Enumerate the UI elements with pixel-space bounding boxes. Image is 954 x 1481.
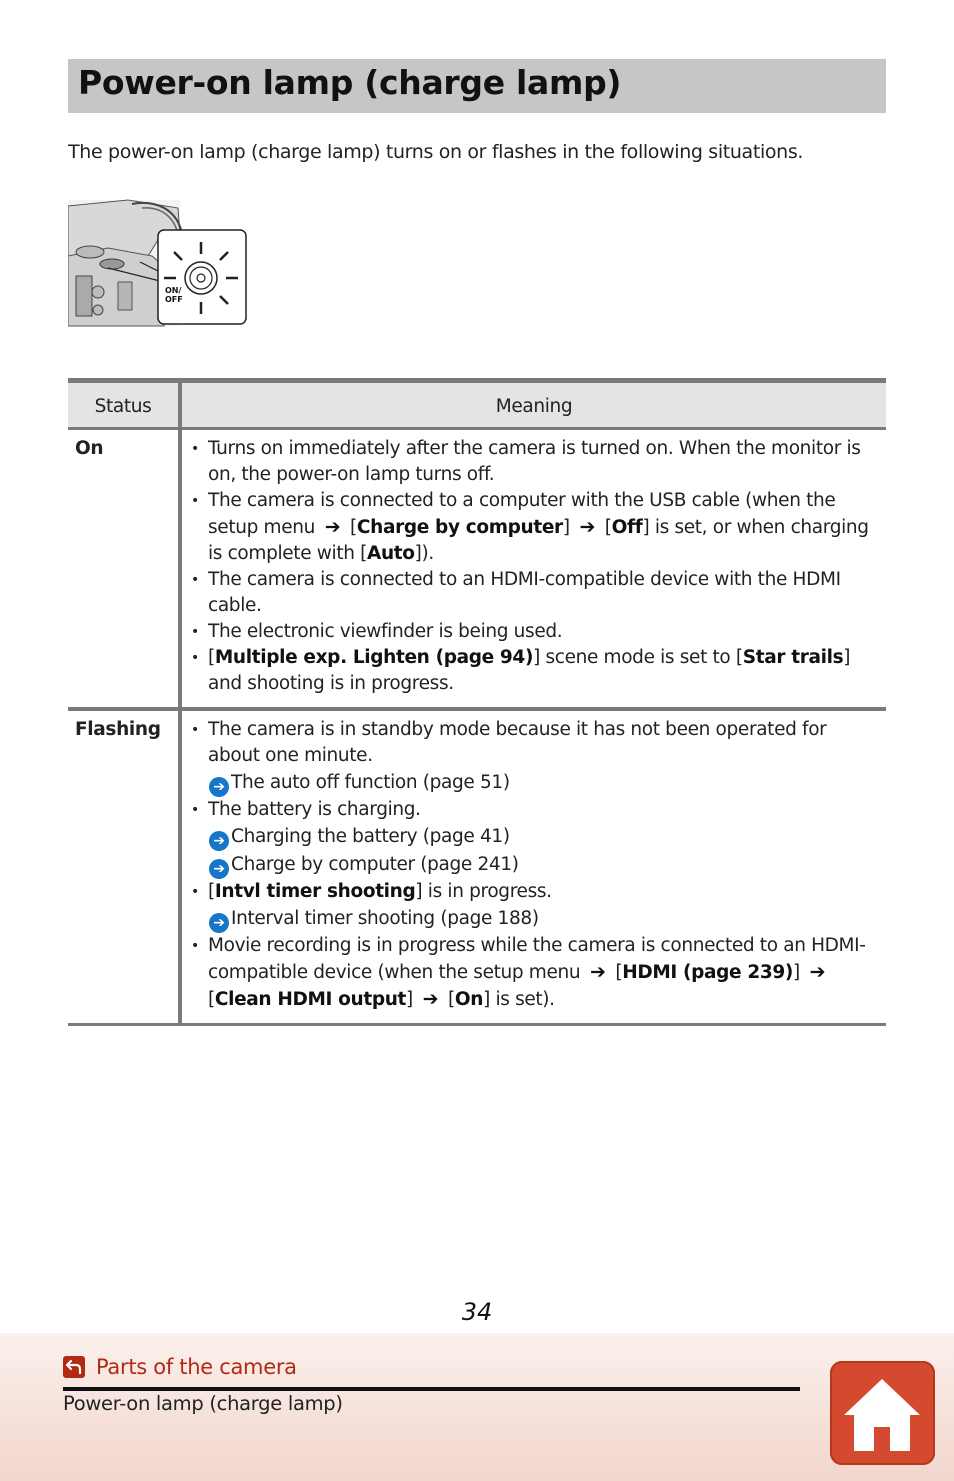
back-icon xyxy=(63,1356,85,1378)
xref-text[interactable]: Charging the battery (page 41) xyxy=(231,826,510,847)
menu-item-name: Charge by computer xyxy=(356,517,563,538)
bullet-text: The camera is connected to an HDMI-compatible device with the HDMI cable. xyxy=(208,569,841,616)
status-flashing: Flashing xyxy=(68,709,180,1025)
lamp-status-table xyxy=(68,378,886,1026)
list-item xyxy=(190,619,878,645)
list-item xyxy=(190,933,878,1013)
link-multiple-exp-lighten[interactable]: Multiple exp. Lighten (page 94) xyxy=(214,647,534,668)
xref-link-charge-by-computer[interactable] xyxy=(208,852,878,879)
xref-text[interactable]: Charge by computer (page 241) xyxy=(231,854,519,875)
menu-item-name: Auto xyxy=(367,543,415,564)
menu-item-name: Clean HDMI output xyxy=(214,989,407,1010)
page-title-bar xyxy=(68,59,886,113)
arrow-right-icon: ➔ xyxy=(579,516,596,538)
list-item xyxy=(190,797,878,879)
list-item xyxy=(190,436,878,488)
meaning-on xyxy=(180,429,886,710)
arrow-right-icon: ➔ xyxy=(809,961,826,983)
page-number: 34 xyxy=(461,1298,493,1326)
bullet-text: The electronic viewfinder is being used. xyxy=(208,621,563,642)
table-header-row xyxy=(68,381,886,429)
xref-arrow-icon: ➔ xyxy=(209,831,229,851)
power-lamp-callout xyxy=(158,230,246,324)
link-hdmi[interactable]: HDMI (page 239) xyxy=(622,962,794,983)
list-item xyxy=(190,488,878,567)
intro-text: The power-on lamp (charge lamp) turns on or flashes in the following situations. xyxy=(68,141,804,163)
list-item xyxy=(190,567,878,619)
arrow-right-icon: ➔ xyxy=(324,516,341,538)
footer xyxy=(0,1333,954,1481)
bullet-text: ] xyxy=(793,962,806,983)
list-item xyxy=(190,645,878,697)
bullet-text: [ xyxy=(599,517,612,538)
home-button[interactable] xyxy=(830,1361,935,1465)
bullet-text: The camera is connected to a computer with the USB cable (when the setup menu xyxy=(208,490,836,538)
table-row-on xyxy=(68,429,886,710)
footer-divider xyxy=(63,1387,800,1391)
bullet-text: Movie recording is in progress while the camera is connected to an HDMI-compatible device (when the setup menu xyxy=(208,935,866,983)
menu-item-name: On xyxy=(454,989,484,1010)
bullet-text: [ xyxy=(344,517,357,538)
list-item xyxy=(190,717,878,797)
on-off-label-top: ON/ xyxy=(165,286,182,295)
bullet-text: [ xyxy=(442,989,455,1010)
bullet-text: Turns on immediately after the camera is turned on. When the monitor is on, the power-on lamp turns off. xyxy=(208,438,861,485)
arrow-right-icon: ➔ xyxy=(590,961,606,983)
xref-link-interval-timer[interactable] xyxy=(208,906,878,933)
current-section-label: Power-on lamp (charge lamp) xyxy=(63,1392,343,1415)
xref-arrow-icon: ➔ xyxy=(209,859,229,879)
arrow-right-icon: ➔ xyxy=(422,988,439,1010)
bullet-text: ] is set). xyxy=(483,989,555,1010)
xref-text[interactable]: Interval timer shooting (page 188) xyxy=(231,908,539,929)
xref-text[interactable]: The auto off function (page 51) xyxy=(231,772,510,793)
parent-section-label[interactable]: Parts of the camera xyxy=(96,1355,297,1379)
parent-section-link[interactable] xyxy=(63,1355,297,1379)
bullet-text: The camera is in standby mode because it has not been operated for about one minute. xyxy=(208,719,827,766)
table-row-flashing xyxy=(68,709,886,1025)
column-header-meaning: Meaning xyxy=(180,381,886,429)
bullet-text: [ xyxy=(208,881,215,902)
bullet-text: ] xyxy=(562,517,576,538)
bullet-text: ]). xyxy=(414,543,434,564)
bullet-text: ] is in progress. xyxy=(415,881,552,902)
status-on: On xyxy=(68,429,180,710)
bullet-text: ] and shooting is in progress. xyxy=(208,647,851,694)
bullet-text: [ xyxy=(208,989,215,1010)
bullet-text: ] xyxy=(406,989,419,1010)
xref-link-charging-battery[interactable] xyxy=(208,824,878,851)
camera-power-lamp-illustration xyxy=(68,196,250,328)
bullet-text: [ xyxy=(208,647,215,668)
bullet-text: ] scene mode is set to [ xyxy=(533,647,743,668)
bullet-text: [ xyxy=(609,962,623,983)
meaning-flashing xyxy=(180,709,886,1025)
xref-arrow-icon: ➔ xyxy=(209,777,229,797)
page-title: Power-on lamp (charge lamp) xyxy=(78,63,622,102)
xref-link-auto-off[interactable] xyxy=(208,770,878,797)
column-header-status: Status xyxy=(68,381,180,429)
bullet-text: The battery is charging. xyxy=(208,799,421,820)
menu-item-name: Off xyxy=(611,517,643,538)
xref-arrow-icon: ➔ xyxy=(209,913,229,933)
list-item xyxy=(190,879,878,933)
menu-item-name: Intvl timer shooting xyxy=(214,881,416,902)
on-off-label-bottom: OFF xyxy=(165,295,183,304)
bullet-text: ] is set, or when charging is complete with [ xyxy=(208,517,869,564)
menu-item-name: Star trails xyxy=(742,647,844,668)
home-icon xyxy=(830,1361,935,1465)
